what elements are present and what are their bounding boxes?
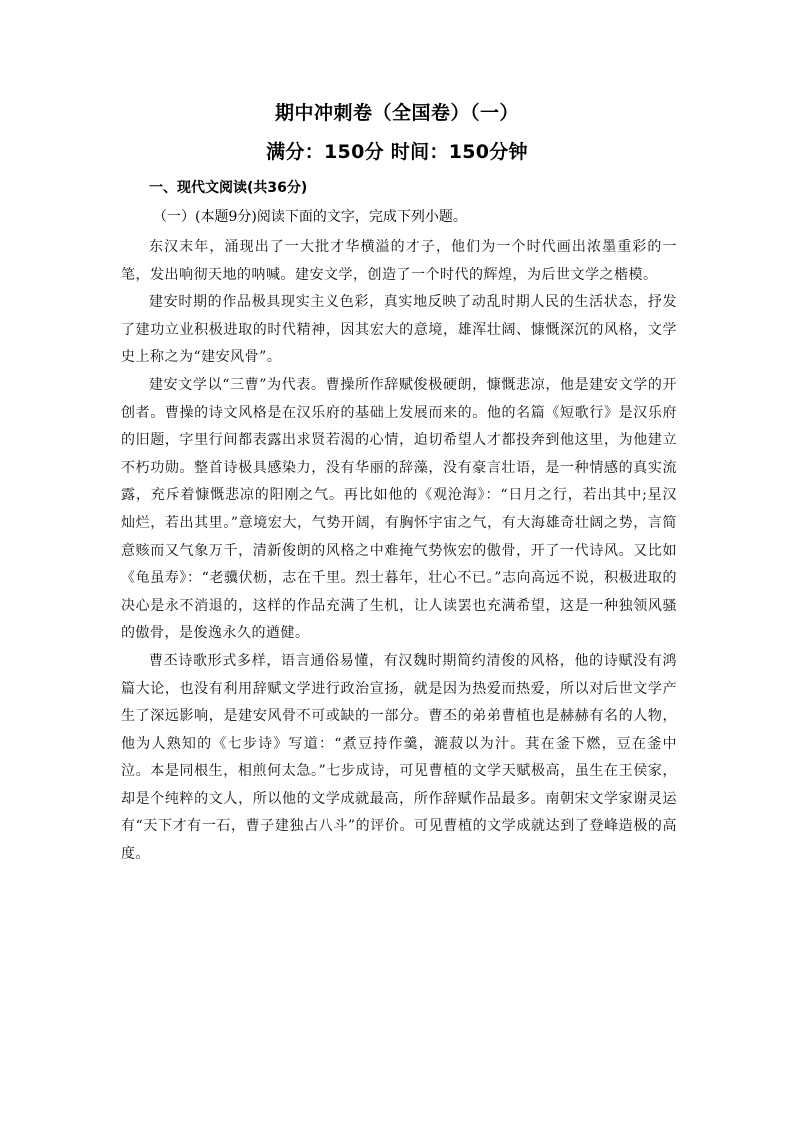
- exam-score-time: 满分：150分 时间：150分钟: [266, 141, 528, 163]
- question-instruction: （一）(本题9分)阅读下面的文字，完成下列小题。: [153, 209, 467, 225]
- passage-paragraph-4: 曹丕诗歌形式多样，语言通俗易懂，有汉魏时期简约清俊的风格，他的诗赋没有鸿篇大论，也没有利用辞赋文学进行政治宣扬，就是因为热爱而热爱，所以对后世文学产生了深远影响，是建安风骨不可或缺的一部分。曹丕的弟弟曹植也是赫赫有名的人物，他为人熟知的《七步诗》写道：“煮豆持作羹，漉菽以为汁。萁在釜下燃，豆在釜中泣。本是同根生，相煎何太急。”七步成诗，可见曹植的文学天赋极高，虽生在王侯家，却是个纯粹的文人，所以他的文学成就最高，所作辞赋作品最多。南朝宋文学家谢灵运有“天下才有一石，曹子建独占八斗”的评价。可见曹植的文学成就达到了登峰造极的高度。: [121, 652, 677, 863]
- exam-title: 期中冲刺卷（全国卷）（一）: [274, 102, 519, 124]
- section-heading: 一、现代文阅读(共36分): [149, 180, 308, 196]
- passage-paragraph-1: 东汉末年，涌现出了一大批才华横溢的才子，他们为一个时代画出浓墨重彩的一笔，发出响彻天地的呐喊。建安文学，创造了一个时代的辉煌，为后世文学之楷模。: [121, 239, 677, 283]
- passage-paragraph-3: 建安文学以“三曹”为代表。曹操所作辞赋俊极硬朗，慷慨悲凉，他是建安文学的开创者。曹操的诗文风格是在汉乐府的基础上发展而来的。他的名篇《短歌行》是汉乐府的旧题，字里行间都表露出求贤若渴的心情，迫切希望人才都投奔到他这里，为他建立不朽功勋。整首诗极具感染力，没有华丽的辞藻，没有豪言壮语，是一种情感的真实流露，充斥着慷慨悲凉的阳刚之气。再比如他的《观沧海》：“日月之行，若出其中;星汉灿烂，若出其里。”意境宏大，气势开阔，有胸怀宇宙之气，有大海雄奇壮阔之势，言简意赅而又气象万千，清新俊朗的风格之中难掩气势恢宏的傲骨，开了一代诗风。又比如《龟虽寿》：“老骥伏枥，志在千里。烈士暮年，壮心不已。”志向高远不说，积极进取的决心是永不消退的，这样的作品充满了生机，让人读罢也充满希望，这是一种独领风骚的傲骨，是俊逸永久的遒健。: [121, 376, 677, 642]
- passage-paragraph-2: 建安时期的作品极具现实主义色彩，真实地反映了动乱时期人民的生活状态，抒发了建功立业积极进取的时代精神，因其宏大的意境，雄浑壮阔、慷慨深沉的风格，文学史上称之为“建安风骨”。: [121, 294, 677, 366]
- reading-passage: [121, 234, 677, 869]
